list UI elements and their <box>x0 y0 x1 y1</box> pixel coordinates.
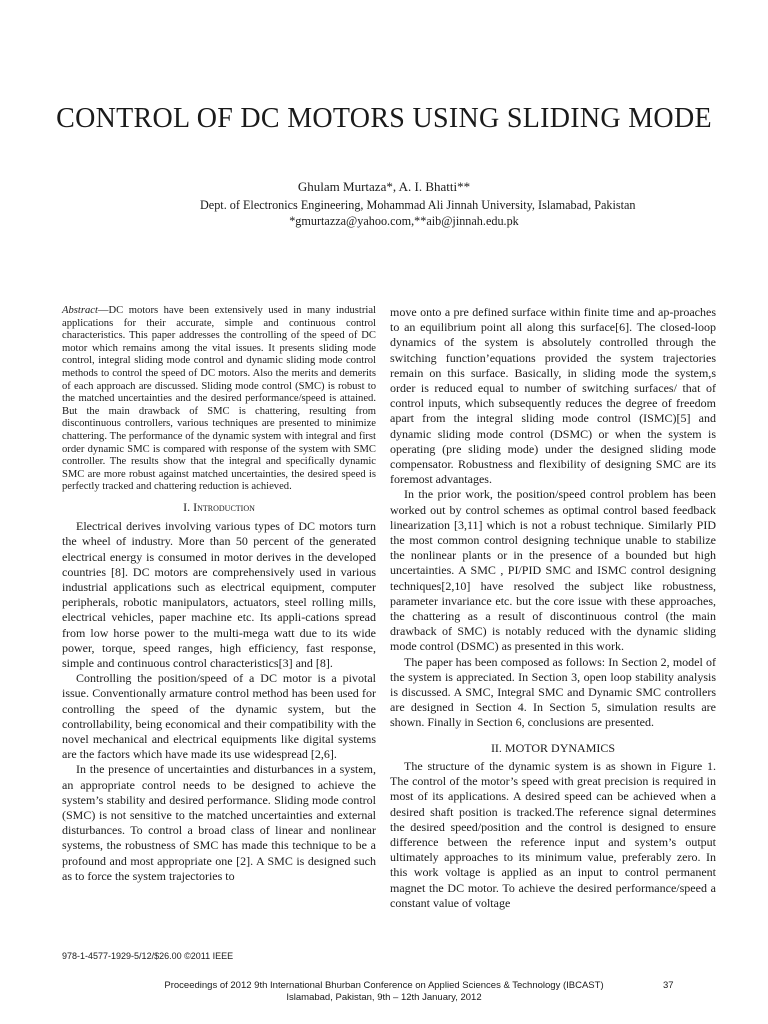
abstract <box>62 305 376 494</box>
body-paragraph: The paper has been composed as follows: In Section 2, model of the system is appreciated. In Section 3, open loop stability analysis is discussed. A SMC, Integral SMC and Dynamic SMC controllers are designed in Section 4. In Section 5, simulation results are shown. Finally in Section 6, conclusions are presented. <box>390 654 716 730</box>
proceedings-footer <box>0 980 768 1004</box>
section-title: Introduction <box>193 499 255 514</box>
body-paragraph: Controlling the position/speed of a DC motor is a pivotal issue. Conventionally armature control method has been used for controlling the speed of the dynamic system, but the controllability, being economical and their compatibility with the novel mechanical and electrical equipments like digital systems are the factors which have made its use widespread [2,6]. <box>62 671 376 762</box>
body-paragraph: In the prior work, the position/speed control problem has been worked out by control schemes as optimal control based feedback linearization [3,11] which is not a robust technique. Similarly PID the most common control designing technique unable to stabilize the nonlinear plants or in the presence of a bounded but high uncertainties. A SMC , PI/PID SMC and ISMC control designing techniques[2,10] have resolved the subject like robustness, parameter invariance etc. but the core issue with these approaches, the chattering as a result of discontinuous control (the main drawback of SMC) is notably reduced with the dynamic sliding mode control (DSMC) as presented in this work. <box>390 487 716 654</box>
body-paragraph: Electrical derives involving various types of DC motors turn the wheel of industry. More than 50 percent of the generated electrical energy is consumed in motor derives in the developed countries [8]. DC motors are comprehensively used in various industrial applications such as electrical equipment, computer peripherals, robotic manipulators, actuators, steel rolling mills, electrical vehicles, paper machine etc. Its appli-cations spread from low horse power to the multi-mega watt due to its wide power, torque, speed ranges, high efficiency, fast response, simple and continuous control characteristics[3] and [8]. <box>62 519 376 670</box>
authors: Ghulam Murtaza*, A. I. Bhatti** <box>297 179 471 194</box>
body-paragraph: The structure of the dynamic system is as shown in Figure 1. The control of the motor’s speed with great precision is required in most of its applications. A desired speed can be achieved when a desired shaft position is tracked.The reference signal determines the desired speed/position and the control is designed to ensure difference between the reference input and system’s output ultimately approaches to its minimum value, preferably zero. In this work voltage is applied as an input to control permanent magnet the DC motor. To achieve the desired performance/speed a constant value of voltage <box>390 758 716 910</box>
body-paragraph: In the presence of uncertainties and disturbances in a system, an appropriate control needs to be designed to achieve the system’s stability and desired performance. Sliding mode control (SMC) is not sensitive to the matched uncertainties and external disturbances. To control a broad class of linear and nonlinear systems, the robustness of SMC has made this technique to be a profound and most appropriate one [2]. A SMC is designed such as to force the system trajectories to <box>62 762 376 883</box>
author-emails: *gmurtazza@yahoo.com,**aib@jinnah.edu.pk <box>289 214 519 228</box>
isbn-copyright: 978-1-4577-1929-5/12/$26.00 ©2011 IEEE <box>62 951 234 961</box>
proceedings-line-2: Islamabad, Pakistan, 9th – 12th January, 2012 <box>286 992 482 1003</box>
paper-title: CONTROL OF DC MOTORS USING SLIDING MODE <box>56 103 712 134</box>
page-number: 37 <box>663 980 674 991</box>
section-heading-motor-dynamics: II. MOTOR DYNAMICS <box>490 740 616 755</box>
proceedings-line-1: Proceedings of 2012 9th International Bhurban Conference on Applied Sciences & Technology (IBCAST) <box>164 980 604 991</box>
section-number: I. <box>183 499 194 514</box>
section-heading-introduction <box>62 500 376 515</box>
affiliation: Dept. of Electronics Engineering, Mohammad Ali Jinnah University, Islamabad, Pakistan <box>200 198 636 212</box>
body-paragraph-continued: move onto a pre defined surface within finite time and ap-proaches to an equilibrium point all along this surface[6]. The closed-loop dynamics of the system is absolutely controlled through the switching function’equations provided the system trajectories remain on this surface. Basically, in sliding mode the system,s order is reduced equal to number of switching surfaces/ that of control inputs, which subsequently reduces the degree of freedom apart from the integral sliding mode control (ISMC)[5] and dynamic sliding mode control (DSMC) or when the system is operating (pre sliding mode) under the designed sliding mode compensator. Robustness and flexibility of designing SMC are its foremost advantages. <box>390 305 716 487</box>
left-column <box>62 305 376 884</box>
abstract-text: —DC motors have been extensively used in many industrial applications for their accurate, simple and continuous control characteristics. This paper addresses the controlling of the speed of DC motor which remains among the vital issues. It presents sliding mode control, integral sliding mode control and dynamic sliding mode control methods to control the speed of DC motors. Also the merits and demerits of each approach are discussed. Sliding mode control (SMC) is robust to the matched uncertainties and the desired performance/speed is attained. But the main drawback of SMC is chattering, resulting from discontinuous controllers, various techniques are presented to minimize chattering. The performance of the dynamic system with integral and first order dynamic SMC is compared with response of the system with SMC controller. The results show that the integral and specifically dynamic SMC are more robust against matched uncertainties, the desired speed is perfectly tracked and chattering reduction is achieved. <box>62 305 376 493</box>
right-column <box>390 305 716 911</box>
abstract-lead: Abstract <box>62 305 98 316</box>
